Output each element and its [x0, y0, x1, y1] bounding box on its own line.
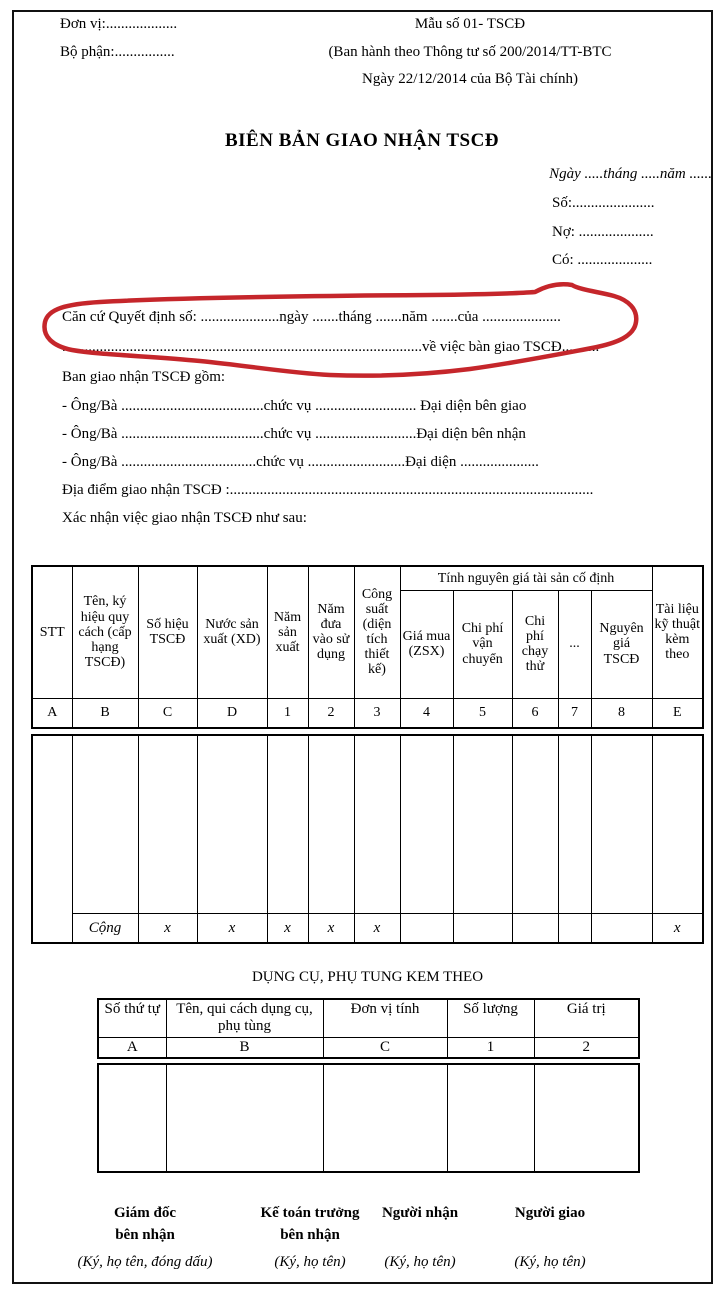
body-cell-stt [32, 735, 72, 943]
acc-col-name: Tên, qui cách dụng cụ, phụ tùng [166, 999, 323, 1037]
confirm-line: Xác nhận việc giao nhận TSCĐ như sau: [62, 510, 307, 526]
signature-deliverer [475, 1202, 625, 1271]
col-header-country: Nước sản xuất (XD) [197, 566, 267, 698]
body-cell [72, 735, 138, 913]
member-line-3: - Ông/Bà ....................................chức vụ ..........................Đại diện ..................... [62, 454, 539, 470]
body-cell [166, 1064, 323, 1172]
basis-line2: ................................................................................................về việc bàn giao TSCĐ.......... [62, 339, 600, 355]
date-line: Ngày .....tháng .....năm ...... [549, 166, 712, 182]
department-field: Bộ phận:................ [60, 44, 175, 60]
signature-note: (Ký, họ tên) [274, 1254, 346, 1270]
col-header-year-used: Năm đưa vào sử dụng [308, 566, 354, 698]
issued-under-line1: (Ban hành theo Thông tư số 200/2014/TT-BTC [328, 44, 612, 60]
col-header-docs: Tài liệu kỹ thuật kèm theo [652, 566, 703, 698]
col-header-capacity: Công suất (diện tích thiết kế) [354, 566, 400, 698]
signature-director [55, 1202, 235, 1271]
signature-title [345, 1202, 495, 1248]
letter-cell: B [72, 698, 138, 728]
letter-cell: 5 [453, 698, 512, 728]
basis-line1: Căn cứ Quyết định số: .....................ngày .......tháng .......năm .......của ..................... [62, 309, 561, 325]
unit-field: Đơn vị:................... [60, 16, 178, 32]
signature-title [475, 1202, 625, 1248]
acc-col-unit: Đơn vị tính [323, 999, 447, 1037]
acc-col-qty: Số lượng [447, 999, 534, 1037]
letter-cell: 7 [558, 698, 591, 728]
body-cell [308, 735, 354, 913]
body-cell [512, 735, 558, 913]
signature-note: (Ký, họ tên) [514, 1254, 586, 1270]
total-cell [400, 913, 453, 943]
total-cell: x [308, 913, 354, 943]
total-cell: x [354, 913, 400, 943]
body-cell [267, 735, 308, 913]
body-cell [98, 1064, 166, 1172]
issued-under-line2: Ngày 22/12/2014 của Bộ Tài chính) [362, 71, 578, 87]
total-cell: x [197, 913, 267, 943]
body-cell [447, 1064, 534, 1172]
body-cell [354, 735, 400, 913]
letter-cell: 4 [400, 698, 453, 728]
signature-receiver [345, 1202, 495, 1271]
signature-title-line1: Người nhận [381, 1205, 459, 1221]
letter-cell: 2 [308, 698, 354, 728]
page-title: BIÊN BẢN GIAO NHẬN TSCĐ [224, 130, 500, 151]
acc-col-stt: Số thứ tự [98, 999, 166, 1037]
letter-cell: 2 [534, 1037, 639, 1058]
letter-cell: C [138, 698, 197, 728]
total-label: Cộng [72, 913, 138, 943]
letter-cell: 8 [591, 698, 652, 728]
total-cell: x [267, 913, 308, 943]
body-cell [534, 1064, 639, 1172]
col-header-dots: ... [558, 590, 591, 698]
letter-cell: E [652, 698, 703, 728]
signature-title-line2: bên nhận [115, 1227, 175, 1243]
letter-cell: 6 [512, 698, 558, 728]
debit-field: Nợ: .................... [552, 224, 654, 240]
signature-title-line1: Giám đốc [113, 1205, 177, 1221]
signature-title [55, 1202, 235, 1248]
body-cell [197, 735, 267, 913]
member-line-1: - Ông/Bà ......................................chức vụ ........................... Đại diện bên giao [62, 398, 527, 414]
form-number: Mẫu số 01- TSCĐ [414, 16, 526, 32]
total-cell [591, 913, 652, 943]
signature-title-line1: Người giao [514, 1205, 586, 1221]
total-cell [512, 913, 558, 943]
col-header-transport: Chi phí vận chuyển [453, 590, 512, 698]
location-line: Địa điểm giao nhận TSCĐ :................................................................................................. [62, 482, 594, 498]
letter-cell: D [197, 698, 267, 728]
signature-note: (Ký, họ tên) [384, 1254, 456, 1270]
letter-cell: 3 [354, 698, 400, 728]
asset-table [31, 565, 702, 944]
total-cell [453, 913, 512, 943]
accessory-table-body [97, 1063, 640, 1173]
letter-cell: A [32, 698, 72, 728]
letter-cell: B [166, 1037, 323, 1058]
letter-cell: 1 [447, 1037, 534, 1058]
asset-table-body [31, 734, 704, 944]
col-header-year-made: Năm sản xuất [267, 566, 308, 698]
col-header-test: Chi phí chạy thử [512, 590, 558, 698]
body-cell [652, 735, 703, 913]
acc-col-value: Giá trị [534, 999, 639, 1037]
body-cell [453, 735, 512, 913]
total-cell: x [652, 913, 703, 943]
body-cell [323, 1064, 447, 1172]
total-cell [558, 913, 591, 943]
signature-title-line1: Kế toán trưởng [260, 1205, 360, 1221]
body-cell [591, 735, 652, 913]
committee-intro: Ban giao nhận TSCĐ gồm: [62, 369, 226, 385]
col-header-stt: STT [32, 566, 72, 698]
letter-cell: C [323, 1037, 447, 1058]
body-cell [400, 735, 453, 913]
letter-cell: A [98, 1037, 166, 1058]
number-field: Số:...................... [552, 195, 655, 211]
member-line-2: - Ông/Bà ......................................chức vụ ...........................Đại diện bên nhận [62, 426, 526, 442]
col-header-original: Nguyên giá TSCĐ [591, 590, 652, 698]
credit-field: Có: .................... [552, 252, 653, 268]
col-header-code: Số hiệu TSCĐ [138, 566, 197, 698]
body-cell [138, 735, 197, 913]
col-header-name: Tên, ký hiệu quy cách (cấp hạng TSCĐ) [72, 566, 138, 698]
group-header-original-cost: Tính nguyên giá tài sản cố định [400, 566, 652, 590]
letter-cell: 1 [267, 698, 308, 728]
body-cell [558, 735, 591, 913]
signature-note: (Ký, họ tên, đóng dấu) [77, 1254, 213, 1270]
accessory-table-header [97, 998, 640, 1059]
asset-table-header [31, 565, 704, 729]
total-cell: x [138, 913, 197, 943]
col-header-price: Giá mua (ZSX) [400, 590, 453, 698]
signature-title-line2: bên nhận [280, 1227, 340, 1243]
accessory-table-title: DỤNG CỤ, PHỤ TUNG KEM THEO [251, 969, 484, 985]
accessory-table [97, 998, 638, 1173]
